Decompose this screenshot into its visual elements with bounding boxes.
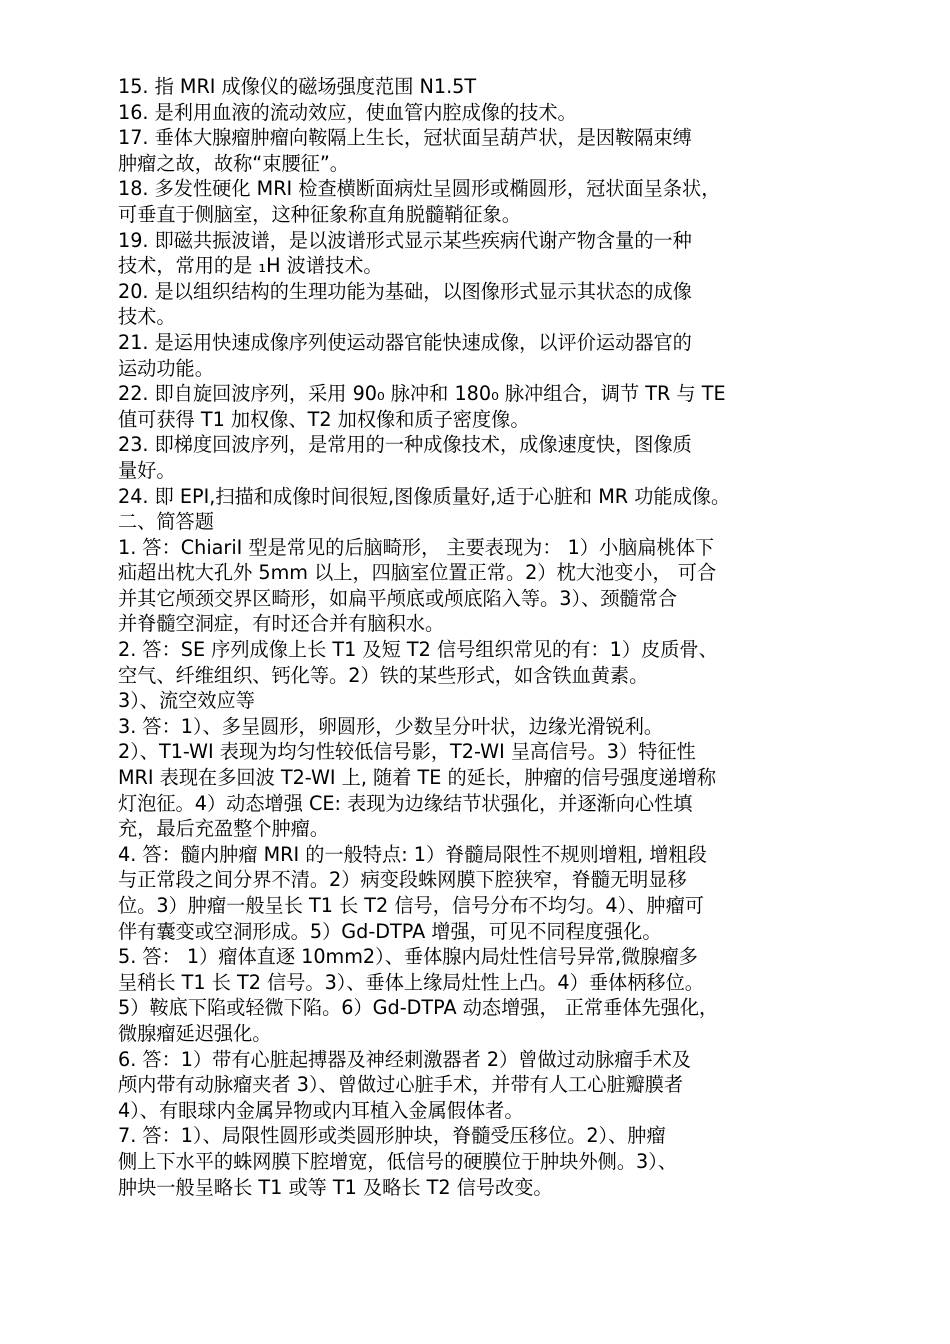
text-line: 22. 即自旋回波序列，采用 90₀ 脉冲和 180₀ 脉冲组合，调节 TR 与 TE (118, 382, 726, 406)
text-line: 灯泡征。4）动态增强 CE: 表现为边缘结节状强化，并逐渐向心性填 (118, 791, 693, 815)
text-line: 2. 答：SE 序列成像上长 T1 及短 T2 信号组织常见的有：1）皮质骨、 (118, 638, 718, 662)
text-line: 位。3）肿瘤一般呈长 T1 长 T2 信号，信号分布不均匀。4）、肿瘤可 (118, 894, 704, 917)
text-line: 5）鞍底下陷或轻微下陷。6）Gd-DTPA 动态增强， 正常垂体先强化， (118, 996, 719, 1020)
text-line: 5. 答： 1）瘤体直逐 10mm2）、垂体腺内局灶性信号异常,微腺瘤多 (118, 945, 698, 969)
text-line: 16. 是利用血液的流动效应，使血管内腔成像的技术。 (118, 100, 577, 124)
text-line: 伴有囊变或空洞形成。5）Gd-DTPA 增强，可见不同程度强化。 (118, 919, 662, 943)
text-line: 23. 即梯度回波序列，是常用的一种成像技术，成像速度快，图像质 (118, 433, 692, 457)
paragraph-p18 (118, 176, 853, 227)
paragraph-a3 (118, 714, 853, 842)
text-line: 与正常段之间分界不清。2）病变段蛛网膜下腔狭窄，脊髓无明显移 (118, 868, 687, 892)
text-line: 4. 答：髓内肿瘤 MRI 的一般特点: 1）脊髓局限性不规则增粗, 增粗段 (118, 842, 707, 866)
text-line: 疝超出枕大孔外 5mm 以上，四脑室位置正常。2）枕大池变小， 可合 (118, 561, 717, 585)
paragraph-p17 (118, 125, 853, 176)
paragraph-a4 (118, 842, 853, 944)
text-line: 1. 答：ChiariI 型是常见的后脑畸形， 主要表现为： 1）小脑扁桃体下 (118, 535, 715, 559)
paragraph-p24 (118, 484, 853, 510)
paragraph-a6 (118, 1047, 853, 1124)
text-line: 值可获得 T1 加权像、T2 加权像和质子密度像。 (118, 407, 530, 431)
text-line: 并脊髓空洞症，有时还合并有脑积水。 (118, 612, 445, 636)
text-line: 技术。 (118, 305, 176, 329)
paragraph-a7 (118, 1123, 853, 1200)
paragraph-p23 (118, 432, 853, 483)
text-line: 19. 即磁共振波谱，是以波谱形式显示某些疾病代谢产物含量的一种 (118, 228, 692, 252)
text-line: 颅内带有动脉瘤夹者 3）、曾做过心脏手术，并带有人工心脏瓣膜者 (118, 1073, 684, 1097)
text-line: 6. 答：1）带有心脏起搏器及神经刺激器者 2）曾做过动脉瘤手术及 (118, 1047, 691, 1071)
text-line: 4）、有眼球内金属异物或内耳植入金属假体者。 (118, 1098, 524, 1122)
text-line: 7. 答：1）、局限性圆形或类圆形肿块，脊髓受压移位。2）、肿瘤 (118, 1124, 666, 1148)
paragraph-a2 (118, 637, 853, 714)
text-line: 技术，常用的是 ₁H 波谱技术。 (118, 254, 383, 278)
text-line: 20. 是以组织结构的生理功能为基础，以图像形式显示其状态的成像 (118, 279, 692, 303)
text-line: 并其它颅颈交界区畸形，如扁平颅底或颅底陷入等。3）、颈髓常合 (118, 586, 678, 610)
text-line: 运动功能。 (118, 356, 214, 380)
text-line: 微腺瘤延迟强化。 (118, 1021, 272, 1045)
paragraph-p15 (118, 74, 853, 100)
text-line: 17. 垂体大腺瘤肿瘤向鞍隔上生长，冠状面呈葫芦状，是因鞍隔束缚 (118, 126, 692, 150)
text-line: 充，最后充盈整个肿瘤。 (118, 817, 330, 841)
text-line: 可垂直于侧脑室，这种征象称直角脱髓鞘征象。 (118, 202, 521, 226)
paragraph-p22 (118, 381, 853, 432)
text-line: 21. 是运用快速成像序列使运动器官能快速成像，以评价运动器官的 (118, 330, 692, 354)
text-line: 呈稍长 T1 长 T2 信号。3）、垂体上缘局灶性上凸。4）垂体柄移位。 (118, 970, 704, 994)
paragraph-a1 (118, 535, 853, 637)
text-line: 空气、纤维组织、钙化等。2）铁的某些形式，如含铁血黄素。 (118, 663, 649, 687)
text-line: 3. 答：1）、多呈圆形，卵圆形，少数呈分叶状，边缘光滑锐利。 (118, 714, 664, 738)
text-line: 侧上下水平的蛛网膜下腔增宽，低信号的硬膜位于肿块外侧。3）、 (118, 1149, 678, 1173)
paragraph-p16 (118, 100, 853, 126)
text-line: 量好。 (118, 458, 176, 482)
paragraph-p21 (118, 330, 853, 381)
paragraph-h2 (118, 509, 853, 535)
document-page (118, 74, 853, 1200)
text-line: 2）、T1-WI 表现为均匀性较低信号影，T2-WI 呈高信号。3）特征性 (118, 740, 696, 764)
text-line: 肿块一般呈略长 T1 或等 T1 及略长 T2 信号改变。 (118, 1175, 553, 1199)
text-line: 18. 多发性硬化 MRI 检查横断面病灶呈圆形或椭圆形，冠状面呈条状， (118, 177, 721, 201)
text-line: 肿瘤之故，故称“束腰征”。 (118, 151, 349, 175)
paragraph-p20 (118, 279, 853, 330)
text-line: MRI 表现在多回波 T2-WI 上, 随着 TE 的延长，肿瘤的信号强度递增称 (118, 766, 717, 790)
text-line: 3）、流空效应等 (118, 689, 255, 713)
text-line: 15. 指 MRI 成像仪的磁场强度范围 N1.5T (118, 75, 477, 98)
paragraph-a5 (118, 944, 853, 1046)
text-line: 二、简答题 (118, 510, 214, 534)
text-line: 24. 即 EPI,扫描和成像时间很短,图像质量好,适于心脏和 MR 功能成像。 (118, 484, 731, 508)
paragraph-p19 (118, 228, 853, 279)
